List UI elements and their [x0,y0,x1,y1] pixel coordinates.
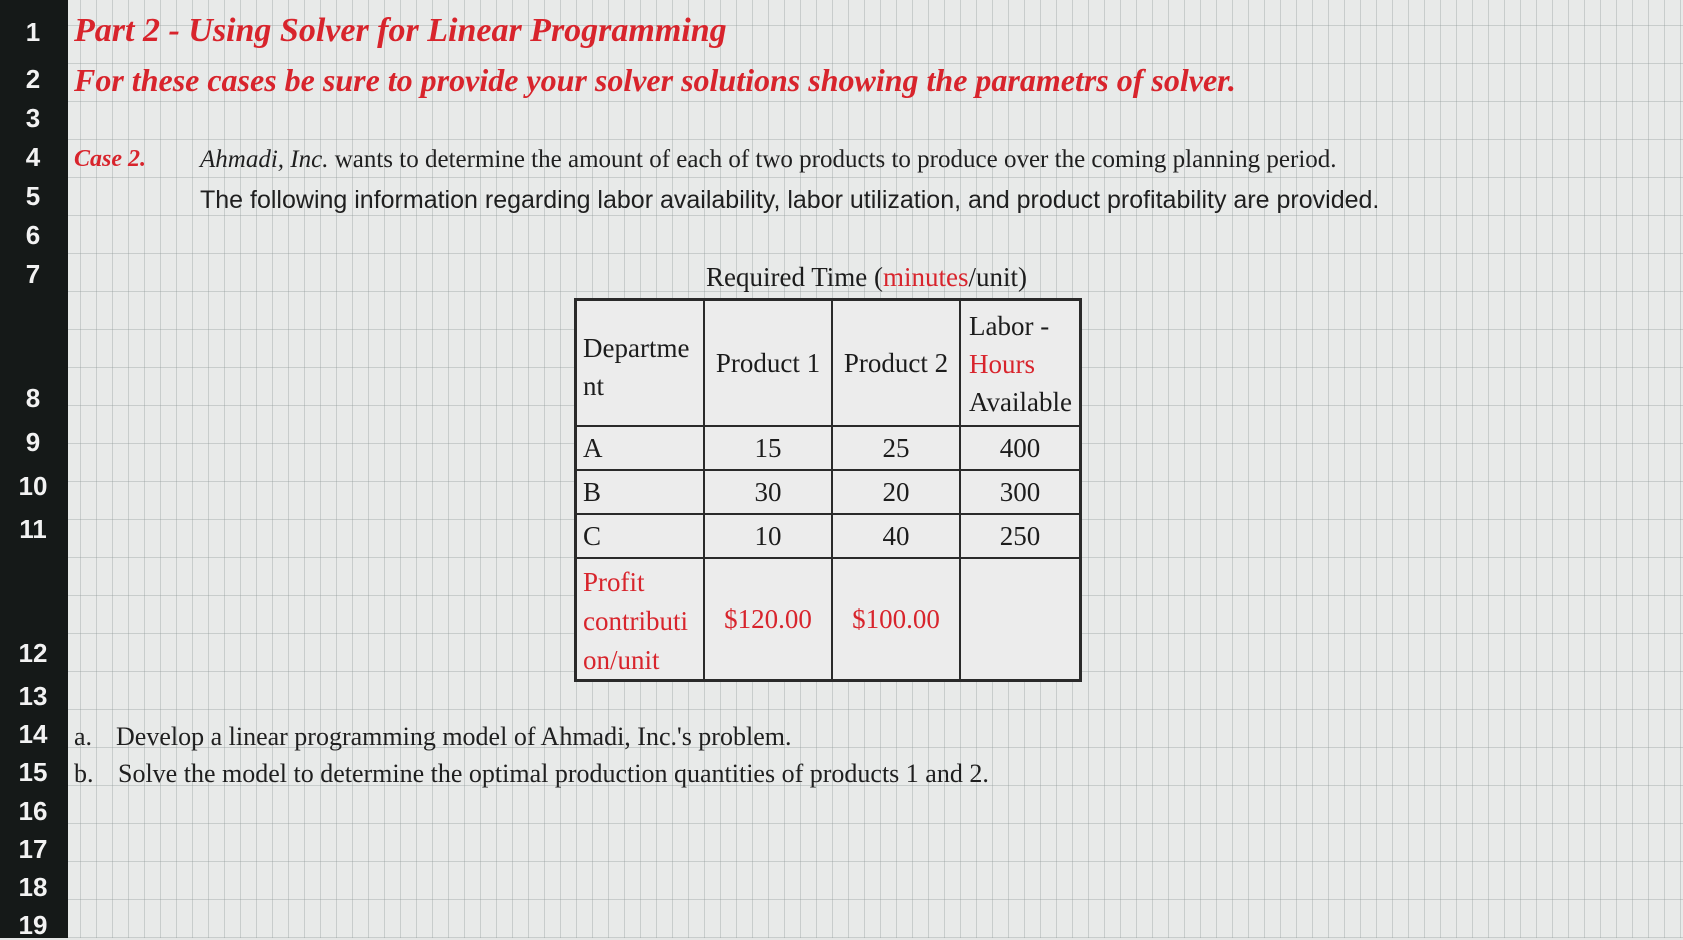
header-department[interactable] [576,300,704,426]
row-number[interactable]: 10 [18,471,48,501]
row-number[interactable]: 7 [25,259,41,289]
row-number[interactable]: 4 [25,142,41,172]
cell-product1[interactable]: 15 [704,426,832,470]
question-b-text: Solve the model to determine the optimal production quantities of products 1 and 2. [118,759,989,788]
cell-product1[interactable]: 10 [704,514,832,558]
header-product1[interactable]: Product 1 [704,300,832,426]
case-description-line2: The following information regarding labor availability, labor utilization, and product profitability are provided. [200,186,1380,214]
row-number[interactable]: 18 [18,872,48,902]
page-title: Part 2 - Using Solver for Linear Programming [74,12,727,49]
cell-product2[interactable]: 25 [832,426,960,470]
row-number[interactable]: 5 [25,181,41,211]
cell-profit-label[interactable] [576,558,704,680]
profit-label-line1: Profit [583,567,645,597]
question-a-text: Develop a linear programming model of Ahmadi, Inc.'s problem. [116,722,792,751]
cell-hours[interactable]: 300 [960,470,1080,514]
cell-hours[interactable]: 250 [960,514,1080,558]
row-number[interactable]: 15 [18,757,48,787]
row-number[interactable]: 11 [19,514,47,544]
company-name: Ahmadi, Inc. [200,146,329,173]
header-labor-line2: Hours [969,349,1035,379]
cell-dept[interactable]: B [576,470,704,514]
row-number[interactable]: 8 [25,383,41,413]
cell-product2[interactable]: 40 [832,514,960,558]
cell-dept[interactable]: A [576,426,704,470]
profit-label-line3: on/unit [583,645,660,675]
header-department-line1: Departme [583,333,690,363]
cell-profit-product1[interactable]: $120.00 [704,558,832,680]
cell-dept[interactable]: C [576,514,704,558]
header-labor-line1: Labor - [969,311,1050,341]
header-product2[interactable]: Product 2 [832,300,960,426]
row-number[interactable]: 13 [18,681,48,711]
row-number[interactable]: 17 [18,834,48,864]
table-title-unit: minutes [883,262,969,292]
row-number[interactable]: 3 [25,103,41,133]
row-number[interactable]: 12 [18,638,48,668]
cell-product1[interactable]: 30 [704,470,832,514]
question-b-letter: b. [74,759,94,788]
row-header-column[interactable] [0,0,68,938]
cell-profit-empty[interactable] [960,558,1080,680]
case-description-line1 [200,146,1337,174]
table-title-prefix: Required Time ( [706,262,884,292]
header-labor-line3: Available [969,387,1072,417]
profit-label-line2: contributi [583,606,688,636]
row-number[interactable]: 19 [18,910,48,940]
row-number[interactable]: 9 [25,427,41,457]
table-title [706,262,1027,293]
header-department-line2: nt [583,371,605,401]
required-time-table [574,298,1082,682]
header-labor-hours[interactable] [960,300,1080,426]
row-number[interactable]: 14 [18,719,48,749]
row-number[interactable]: 6 [25,220,41,250]
cell-profit-product2[interactable]: $100.00 [832,558,960,680]
row-number[interactable]: 2 [25,64,41,94]
question-a-letter: a. [74,722,93,751]
table-title-suffix: /unit) [968,262,1028,292]
page-subtitle: For these cases be sure to provide your solver solutions showing the parametrs of solver. [74,62,1236,98]
cell-product2[interactable]: 20 [832,470,960,514]
cell-hours[interactable]: 400 [960,426,1080,470]
row-number[interactable]: 16 [18,796,48,826]
case-description-rest: wants to determine the amount of each of two products to produce over the coming planning period. [328,146,1337,173]
case-label: Case 2. [74,146,146,172]
row-number[interactable]: 1 [25,17,41,47]
